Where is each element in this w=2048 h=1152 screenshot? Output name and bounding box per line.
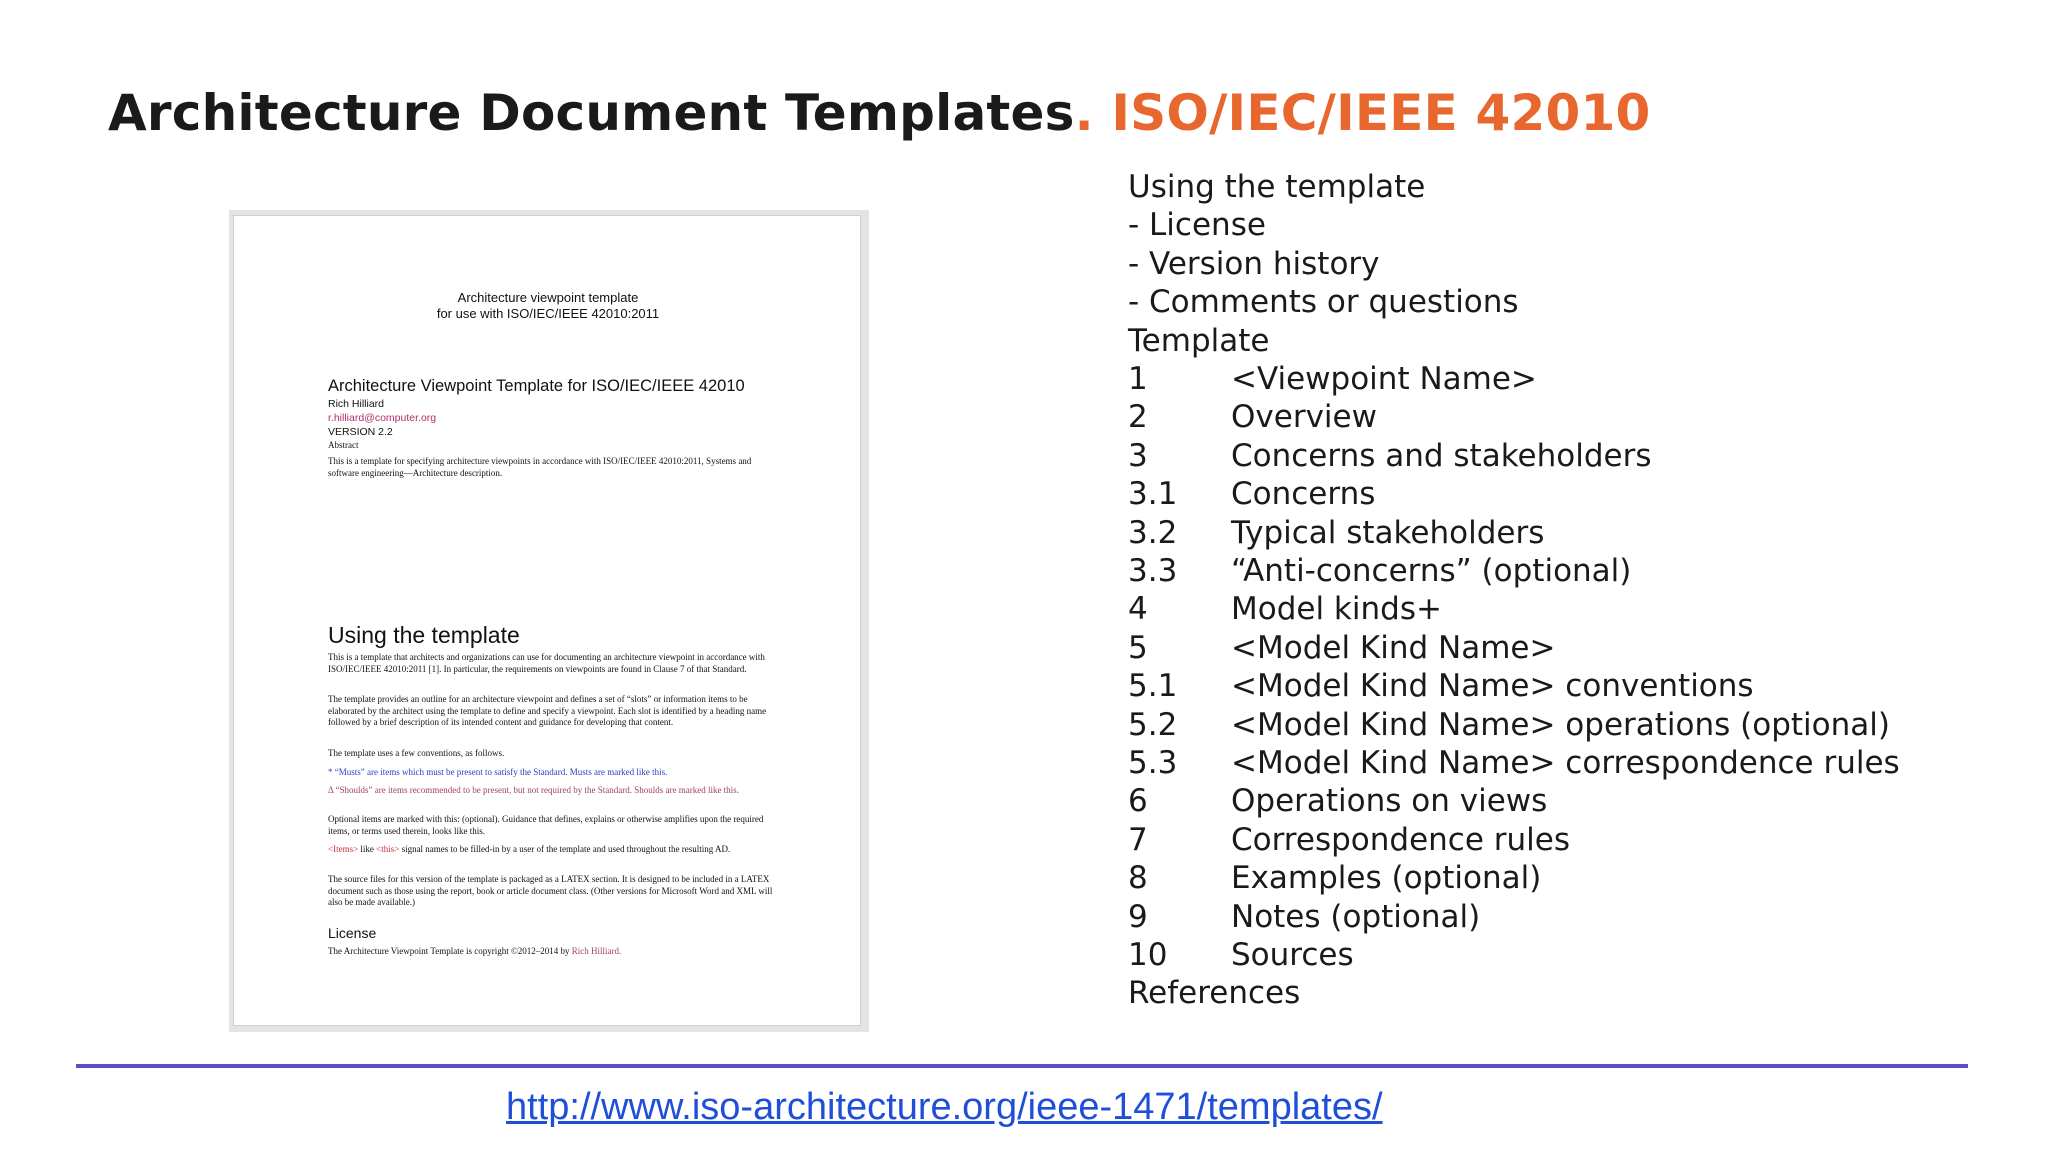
outline-item-text: Notes (optional)	[1231, 898, 1481, 935]
doc-items	[328, 844, 778, 856]
outline-item-number: 3.1	[1128, 476, 1178, 513]
doc-title: Architecture Viewpoint Template for ISO/IEC/IEEE 42010	[328, 377, 745, 395]
document-thumbnail	[229, 210, 869, 1032]
outline-item-number: - Comments or questions	[1128, 284, 1519, 321]
outline-item-number: 1	[1128, 361, 1148, 397]
footer-divider	[76, 1064, 1968, 1068]
outline-item-text: Concerns	[1231, 476, 1376, 513]
doc-header-line1: Architecture viewpoint template	[457, 290, 639, 305]
outline-item-number: - License	[1128, 207, 1266, 244]
outline-item-number: 5.3	[1128, 745, 1178, 781]
outline-item-number: 5.1	[1128, 668, 1178, 705]
outline-item-text: Concerns and stakeholders	[1231, 437, 1652, 474]
doc-license-text	[328, 946, 778, 958]
outline-item-text: <Model Kind Name> operations (optional)	[1231, 706, 1890, 743]
outline-item-number: 4	[1128, 591, 1148, 628]
outline-item-number: 3	[1128, 437, 1148, 474]
outline-item-number: Template	[1128, 322, 1270, 359]
doc-license-heading: License	[328, 925, 377, 941]
outline-item-number: 7	[1128, 821, 1148, 858]
outline-item-number: 3.2	[1128, 514, 1178, 551]
doc-abstract-label: Abstract	[328, 440, 359, 450]
doc-para2: The template provides an outline for an architecture viewpoint and defines a set of “slots” or information items to be elaborated by the architect using the template to define and specify a viewpoint. Each slot is identified by a heading name followed by a brief description of its intended content and guidance for developing that content.	[328, 694, 767, 727]
outline-item-text: “Anti-concerns” (optional)	[1231, 553, 1632, 589]
doc-header-line2: for use with ISO/IEC/IEEE 42010:2011	[436, 306, 660, 321]
outline-item-number: References	[1128, 975, 1301, 1012]
outline-item-text: <Model Kind Name> correspondence rules	[1231, 745, 1900, 781]
doc-shoulds: Δ “Shoulds” are items recommended to be present, but not required by the Standard. Shoulds are marked like this.	[328, 785, 739, 795]
doc-license-author: Rich Hilliard.	[571, 946, 622, 956]
outline-item-text: Overview	[1231, 399, 1377, 436]
doc-items-like: like	[358, 844, 377, 854]
templates-url-link[interactable]: http://www.iso-architecture.org/ieee-1471/templates/	[506, 1086, 1383, 1128]
outline-item-number: - Version history	[1128, 245, 1380, 282]
document-page	[233, 215, 861, 1026]
doc-author: Rich Hilliard	[328, 398, 385, 410]
outline-item-number: 2	[1128, 399, 1148, 436]
outline-item-text: <Model Kind Name>	[1231, 629, 1556, 666]
slide-title-main: Architecture Document Templates	[108, 84, 1075, 142]
outline-item-number: 8	[1128, 860, 1148, 897]
doc-abstract-text: This is a template for specifying architecture viewpoints in accordance with ISO/IEC/IEEE 42010:2011, Systems and software engineering—Architecture description.	[328, 456, 752, 478]
slide-title-accent: . ISO/IEC/IEEE 42010	[1074, 84, 1651, 142]
outline-item-text: Operations on views	[1231, 783, 1548, 820]
outline-item-text: Typical stakeholders	[1231, 514, 1545, 551]
outline-item-text: Examples (optional)	[1231, 860, 1542, 897]
doc-version: VERSION 2.2	[328, 426, 393, 438]
doc-musts: * “Musts” are items which must be present to satisfy the Standard. Musts are marked like this.	[328, 767, 668, 777]
outline-item-text: <Viewpoint Name>	[1231, 361, 1537, 397]
outline-item-number: 6	[1128, 783, 1148, 820]
doc-para3: The template uses a few conventions, as follows.	[328, 748, 505, 758]
outline-item-number: 10	[1128, 937, 1168, 973]
slide-title	[108, 84, 1651, 142]
outline-item-text: Model kinds+	[1231, 591, 1442, 628]
outline-item-number: 5.2	[1128, 706, 1178, 743]
outline-item-number: 3.3	[1128, 553, 1178, 589]
outline-item-text: <Model Kind Name> conventions	[1231, 668, 1754, 705]
doc-items-rest: signal names to be filled-in by a user of the template and used throughout the resulting AD.	[399, 844, 731, 854]
doc-items-tag2: <this>	[376, 844, 400, 854]
doc-source: The source files for this version of the template is packaged as a LATEX section. It is designed to be included in a LATEX document such as those using the report, book or article document class. (Other versions for Microsoft Word and XML will also be made available.)	[328, 874, 773, 907]
outline-item-text: Sources	[1231, 937, 1354, 973]
doc-license-body: The Architecture Viewpoint Template is copyright ©2012–2014 by	[328, 946, 572, 956]
doc-email-link[interactable]: r.hilliard@computer.org	[328, 412, 437, 424]
doc-using-heading: Using the template	[328, 622, 520, 648]
outline-item-text: Correspondence rules	[1231, 821, 1570, 858]
doc-optional: Optional items are marked with this: (optional). Guidance that defines, explains or otherwise amplifies upon the required items, or terms used therein, looks like this.	[328, 814, 764, 836]
outline-item-number: 9	[1128, 898, 1148, 935]
doc-para1: This is a template that architects and organizations can use for documenting an architecture viewpoint in accordance with ISO/IEC/IEEE 42010:2011 [1]. In particular, the requirements on viewpoints are found in Clause 7 of that Standard.	[328, 652, 765, 674]
outline-item-number: 5	[1128, 629, 1148, 666]
outline-item-number: Using the template	[1128, 169, 1426, 205]
doc-items-tag1: <Items>	[328, 844, 359, 854]
